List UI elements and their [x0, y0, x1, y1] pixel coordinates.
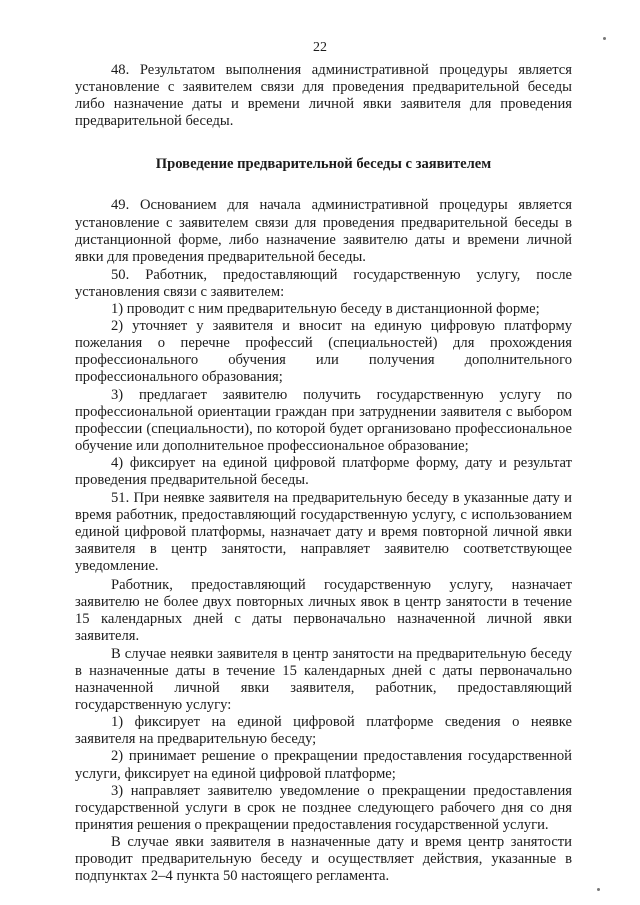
document-body: [75, 62, 572, 885]
scan-speck: [597, 888, 600, 891]
paragraph-51: 51. При неявке заявителя на предварительную беседу в указанные дату и время работник, предоставляющий государственную услугу, с использованием единой цифровой платформы, назначает дату и время повторной личной явки заявителя в центр занятости, направляет заявителю соответствующее уведомление.: [75, 490, 572, 575]
list-item-51-2: 2) принимает решение о прекращении предоставления государственной услуги, фиксирует на единой цифровой платформе;: [75, 748, 572, 782]
list-item-50-2: 2) уточняет у заявителя и вносит на единую цифровую платформу пожелания о перечне профессий (специальностей) для прохождения профессионального обучения или получения дополнительного профессионального образования;: [75, 318, 572, 386]
paragraph-49: 49. Основанием для начала административной процедуры является установление с заявителем связи для проведения предварительной беседы в дистанционной форме, либо назначение заявителю даты и времени личной явки для проведения предварительной беседы.: [75, 197, 572, 265]
section-heading: Проведение предварительной беседы с заявителем: [155, 156, 492, 173]
page-number: 22: [313, 40, 327, 55]
list-item-50-3: 3) предлагает заявителю получить государственную услугу по профессиональной ориентации граждан при затруднении заявителя с выбором профессии (специальности), по которой будет организовано профессиональное обучение или дополнительное профессиональное образование;: [75, 386, 572, 454]
list-item-50-1: 1) проводит с ним предварительную беседу в дистанционной форме;: [111, 301, 540, 318]
paragraph-50: 50. Работник, предоставляющий государственную услугу, после установления связи с заявителем:: [75, 266, 572, 300]
paragraph-51-attendance: В случае явки заявителя в назначенные дату и время центр занятости проводит предварительную беседу и осуществляет действия, указанные в подпунктах 2–4 пункта 50 настоящего регламента.: [75, 833, 572, 885]
paragraph-48: 48. Результатом выполнения административной процедуры является установление с заявителем связи для проведения предварительной беседы либо назначение даты и времени личной явки заявителя для проведения предварительной беседы.: [75, 62, 572, 130]
paragraph-51-no-show: В случае неявки заявителя в центр занятости на предварительную беседу в назначенные даты в течение 15 календарных дней с даты первоначально назначенной личной явки заявителя, работник, предоставляющий государственную услугу:: [75, 645, 572, 714]
list-item-51-1: 1) фиксирует на единой цифровой платформе сведения о неявке заявителя на предварительную беседу;: [75, 714, 572, 748]
list-item-50-4: 4) фиксирует на единой цифровой платформе форму, дату и результат проведения предварительной беседы.: [75, 454, 572, 488]
paragraph-51-repeat-visits: Работник, предоставляющий государственную услугу, назначает заявителю не более двух повторных личных явок в центр занятости в течение 15 календарных дней с даты первоначально назначенной личной явки заявителя.: [75, 576, 572, 644]
list-item-51-3: 3) направляет заявителю уведомление о прекращении предоставления государственной услуги в срок не позднее следующего рабочего дня со дня принятия решения о прекращении предоставления государственной услуги.: [75, 782, 572, 833]
scan-speck: [603, 37, 606, 40]
